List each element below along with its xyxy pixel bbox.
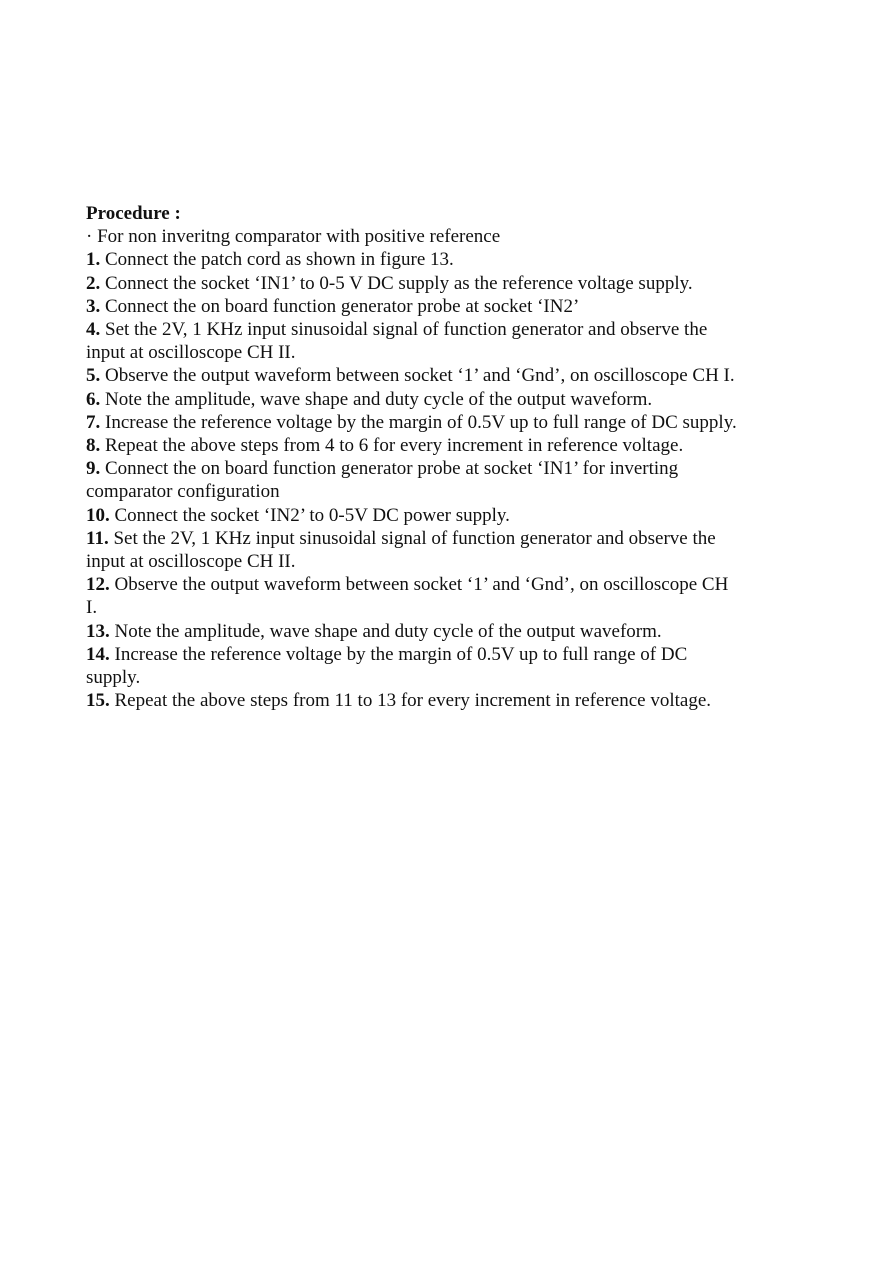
step-number: 12. xyxy=(86,574,110,596)
intro-text: For non inveritng comparator with positive reference xyxy=(97,226,501,248)
step-line xyxy=(86,272,846,295)
step-number: 9. xyxy=(86,458,101,480)
step-text: I. xyxy=(86,597,98,619)
step-line xyxy=(86,434,846,457)
step-text: Increase the reference voltage by the margin of 0.5V up to full range of DC xyxy=(114,643,688,665)
section-heading: Procedure : xyxy=(86,203,181,224)
step-text: Connect the patch cord as shown in figure 13. xyxy=(105,249,454,271)
step-number: 15. xyxy=(86,690,110,712)
step-text: Observe the output waveform between socket ‘1’ and ‘Gnd’, on oscilloscope CH I. xyxy=(105,365,735,387)
step-line xyxy=(86,596,846,619)
step-text: input at oscilloscope CH II. xyxy=(86,342,296,364)
step-line xyxy=(86,295,846,318)
step-number: 2. xyxy=(86,272,101,294)
step-line xyxy=(86,573,846,596)
step-line xyxy=(86,318,846,341)
step-text: Connect the on board function generator probe at socket ‘IN2’ xyxy=(105,295,580,317)
step-number: 10. xyxy=(86,504,110,526)
step-text: Note the amplitude, wave shape and duty cycle of the output waveform. xyxy=(105,388,653,410)
step-number: 5. xyxy=(86,365,101,387)
step-text: comparator configuration xyxy=(86,481,280,503)
step-line xyxy=(86,388,846,411)
step-line xyxy=(86,550,846,573)
bullet-icon: · xyxy=(86,226,93,248)
procedure-section xyxy=(86,202,846,712)
step-number: 1. xyxy=(86,249,101,271)
step-line xyxy=(86,364,846,387)
step-line xyxy=(86,527,846,550)
step-text: Connect the socket ‘IN1’ to 0-5 V DC supply as the reference voltage supply. xyxy=(105,272,693,294)
step-line xyxy=(86,411,846,434)
step-number: 14. xyxy=(86,643,110,665)
step-text: Note the amplitude, wave shape and duty cycle of the output waveform. xyxy=(114,620,662,642)
step-line xyxy=(86,643,846,666)
step-line xyxy=(86,666,846,689)
step-number: 4. xyxy=(86,319,101,341)
step-text: supply. xyxy=(86,667,141,689)
step-text: input at oscilloscope CH II. xyxy=(86,551,296,573)
step-number: 11. xyxy=(86,527,109,549)
step-line xyxy=(86,689,846,712)
step-text: Set the 2V, 1 KHz input sinusoidal signal of function generator and observe the xyxy=(105,319,708,341)
step-text: Connect the on board function generator probe at socket ‘IN1’ for inverting xyxy=(105,458,679,480)
step-line xyxy=(86,504,846,527)
steps-list xyxy=(86,248,846,712)
step-text: Increase the reference voltage by the margin of 0.5V up to full range of DC supply. xyxy=(105,411,737,433)
step-number: 7. xyxy=(86,411,101,433)
step-text: Observe the output waveform between socket ‘1’ and ‘Gnd’, on oscilloscope CH xyxy=(114,574,729,596)
step-number: 6. xyxy=(86,388,101,410)
step-text: Repeat the above steps from 11 to 13 for every increment in reference voltage. xyxy=(114,690,711,712)
step-number: 13. xyxy=(86,620,110,642)
intro-line xyxy=(86,225,846,248)
step-number: 8. xyxy=(86,435,101,457)
step-text: Repeat the above steps from 4 to 6 for every increment in reference voltage. xyxy=(105,435,684,457)
step-line xyxy=(86,457,846,480)
step-line xyxy=(86,480,846,503)
step-line xyxy=(86,341,846,364)
step-number: 3. xyxy=(86,295,101,317)
step-text: Set the 2V, 1 KHz input sinusoidal signal of function generator and observe the xyxy=(113,527,716,549)
step-line xyxy=(86,620,846,643)
step-text: Connect the socket ‘IN2’ to 0-5V DC power supply. xyxy=(114,504,510,526)
step-line xyxy=(86,248,846,271)
